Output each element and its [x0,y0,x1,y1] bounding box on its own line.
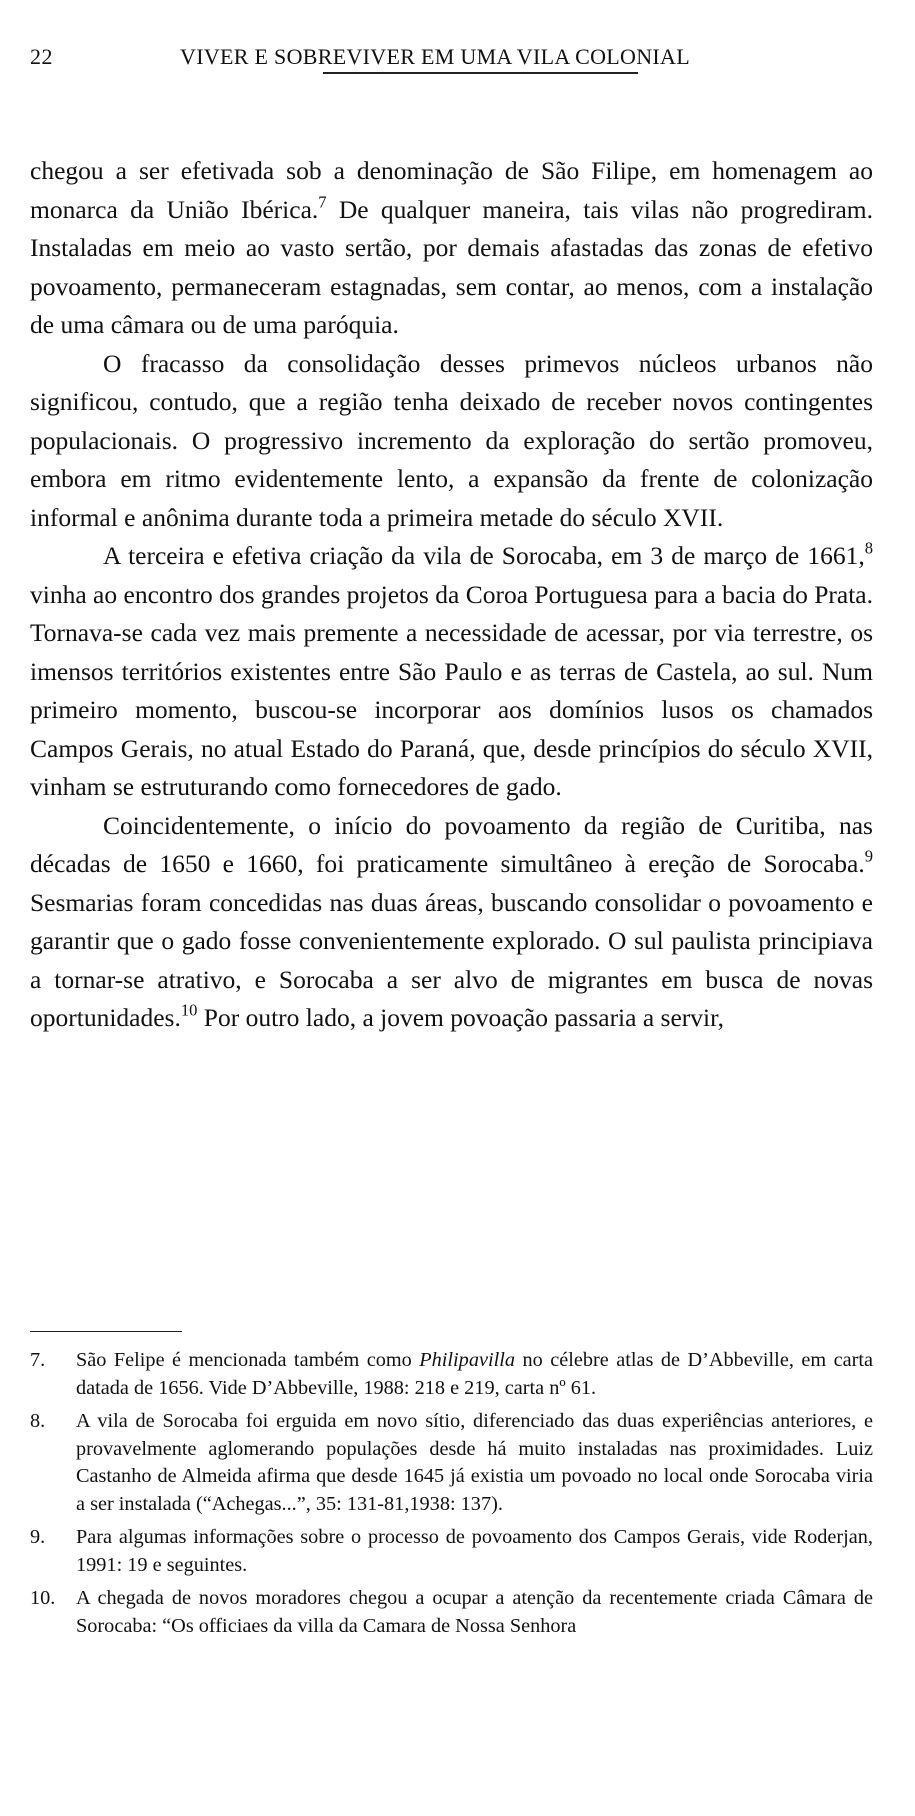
paragraph-3-text-b: vinha ao encontro dos grandes projetos da Coroa Portuguesa para a bacia do Prata. Tornava-se cada vez mais premente a necessidade de acessar, por via terrestre, os imensos territórios existentes entre São Paulo e as terras de Castela, ao sul. Num primeiro momento, buscou-se incorporar aos domínios lusos os chamados Campos Gerais, no atual Estado do Paraná, que, desde princípios do século XVII, vinham se estruturando como fornecedores de gado. [30,579,873,801]
footnote-7 [30,1347,873,1402]
running-head: VIVER E SOBREVIVER EM UMA VILA COLONIAL [180,44,690,69]
footnote-italic-title: Philipavilla [419,1349,516,1371]
footnote-text: São Felipe é mencionada também como [76,1349,420,1371]
footnote-text: A chegada de novos moradores chegou a ocupar a atenção da recentemente criada Câmara de Sorocaba: “Os officiaes da villa da Camara de Nossa Senhora [76,1587,873,1637]
paragraph-1 [30,152,873,345]
footnote-separator [30,1331,182,1332]
body-text [30,152,873,1038]
paragraph-2: O fracasso da consolidação desses primevos núcleos urbanos não significou, contudo, que a região tenha deixado de receber novos contingentes populacionais. O progressivo incremento da exploração do sertão promoveu, embora em ritmo evidentemente lento, a expansão da frente de colonização informal e anônima durante toda a primeira metade do século XVII. [30,348,873,532]
paragraph-4-text-a: Coincidentemente, o início do povoamento da região de Curitiba, nas décadas de 1650 e 1660, foi praticamente simultâneo à ereção de Sorocaba. [30,810,873,878]
paragraph-1-text-b: De qualquer maneira, tais vilas não progrediram. Instaladas em meio ao vasto sertão, por demais afastadas das zonas de efetivo povoamento, permaneceram estagnadas, sem contar, ao menos, com a instalação de uma câmara ou de uma paróquia. [30,194,873,339]
footnote-text: A vila de Sorocaba foi erguida em novo sítio, diferenciado das duas experiências anteriores, e provavelmente aglomerando populações desde há muito instaladas nas proximidades. Luiz Castanho de Almeida afirma que desde 1645 já existia um povoado no local onde Sorocaba viria a ser instalada (“Achegas...”, 35: 131-81,1938: 137). [76,1410,873,1515]
footnote-text: no célebre atlas de D’Abbeville, em carta datada de 1656. Vide D’Abbeville, 1988: 218 e 219, carta nº 61. [76,1349,873,1399]
footnote-number: 7. [30,1349,46,1371]
footnote-ref-8: 8 [864,538,873,558]
page-header [30,44,865,78]
footnote-8 [30,1408,873,1518]
footnote-ref-7: 7 [318,192,327,212]
paragraph-1-text-a: chegou a ser efetivada sob a denominação de São Filipe, em homenagem ao monarca da União Ibérica. [30,156,873,224]
paragraph-4-text-c: Por outro lado, a jovem povoação passaria a servir, [197,1003,724,1032]
paragraph-3 [30,537,873,807]
footnotes [30,1347,873,1646]
footnote-number: 9. [30,1526,46,1548]
paragraph-4-text-b: Sesmarias foram concedidas nas duas áreas, buscando consolidar o povoamento e garantir que o gado fosse convenientemente explorado. O sul paulista principiava a tornar-se atrativo, e Sorocaba a ser alvo de migrantes em busca de novas oportunidades. [30,887,873,1032]
paragraph-4 [30,807,873,1038]
header-underline [323,72,638,74]
footnote-10 [30,1585,873,1640]
page-number: 22 [30,44,53,69]
footnote-number: 10. [30,1587,56,1609]
paragraph-3-text-a: A terceira e efetiva criação da vila de Sorocaba, em 3 de março de 1661, [103,541,865,570]
footnote-number: 8. [30,1410,46,1432]
footnote-ref-10: 10 [180,1000,198,1020]
footnote-9 [30,1524,873,1579]
footnote-text: Para algumas informações sobre o processo de povoamento dos Campos Gerais, vide Roderjan, 1991: 19 e seguintes. [76,1526,873,1576]
footnote-ref-9: 9 [864,846,873,866]
